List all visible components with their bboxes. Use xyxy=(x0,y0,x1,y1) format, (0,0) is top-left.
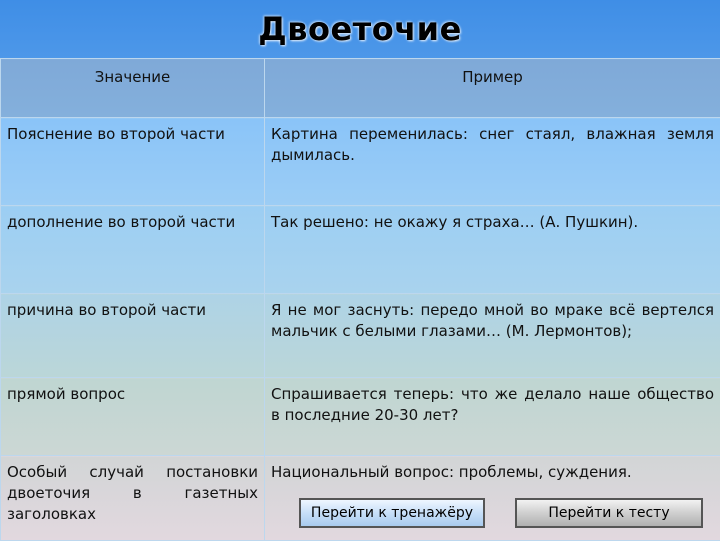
row-meaning: причина во второй части xyxy=(1,294,265,378)
row-meaning: прямой вопрос xyxy=(1,378,265,456)
go-to-test-button[interactable]: Перейти к тесту xyxy=(515,498,703,528)
row-meaning: Пояснение во второй части xyxy=(1,118,265,206)
colon-usage-table xyxy=(0,58,720,541)
header-example: Пример xyxy=(265,59,720,118)
row-example: Я не мог заснуть: передо мной во мраке всё вертелся мальчик с белыми глазами… (М. Лермонтов); xyxy=(265,294,720,378)
row-example: Так решено: не окажу я страха… (А. Пушкин). xyxy=(265,206,720,294)
table-header-row xyxy=(1,59,720,118)
row-example: Картина переменилась: снег стаял, влажная земля дымилась. xyxy=(265,118,720,206)
table-row xyxy=(1,206,720,294)
row-example: Национальный вопрос: проблемы, суждения. xyxy=(265,456,720,541)
row-meaning: дополнение во второй части xyxy=(1,206,265,294)
go-to-trainer-button[interactable]: Перейти к тренажёру xyxy=(299,498,485,528)
page-title: Двоеточие xyxy=(0,0,720,58)
header-meaning: Значение xyxy=(1,59,265,118)
table-row xyxy=(1,294,720,378)
table-row xyxy=(1,378,720,456)
row-meaning: Особый случай постановки двоеточия в газетных заголовках xyxy=(1,456,265,541)
row-example: Спрашивается теперь: что же делало наше общество в последние 20-30 лет? xyxy=(265,378,720,456)
table-row xyxy=(1,118,720,206)
